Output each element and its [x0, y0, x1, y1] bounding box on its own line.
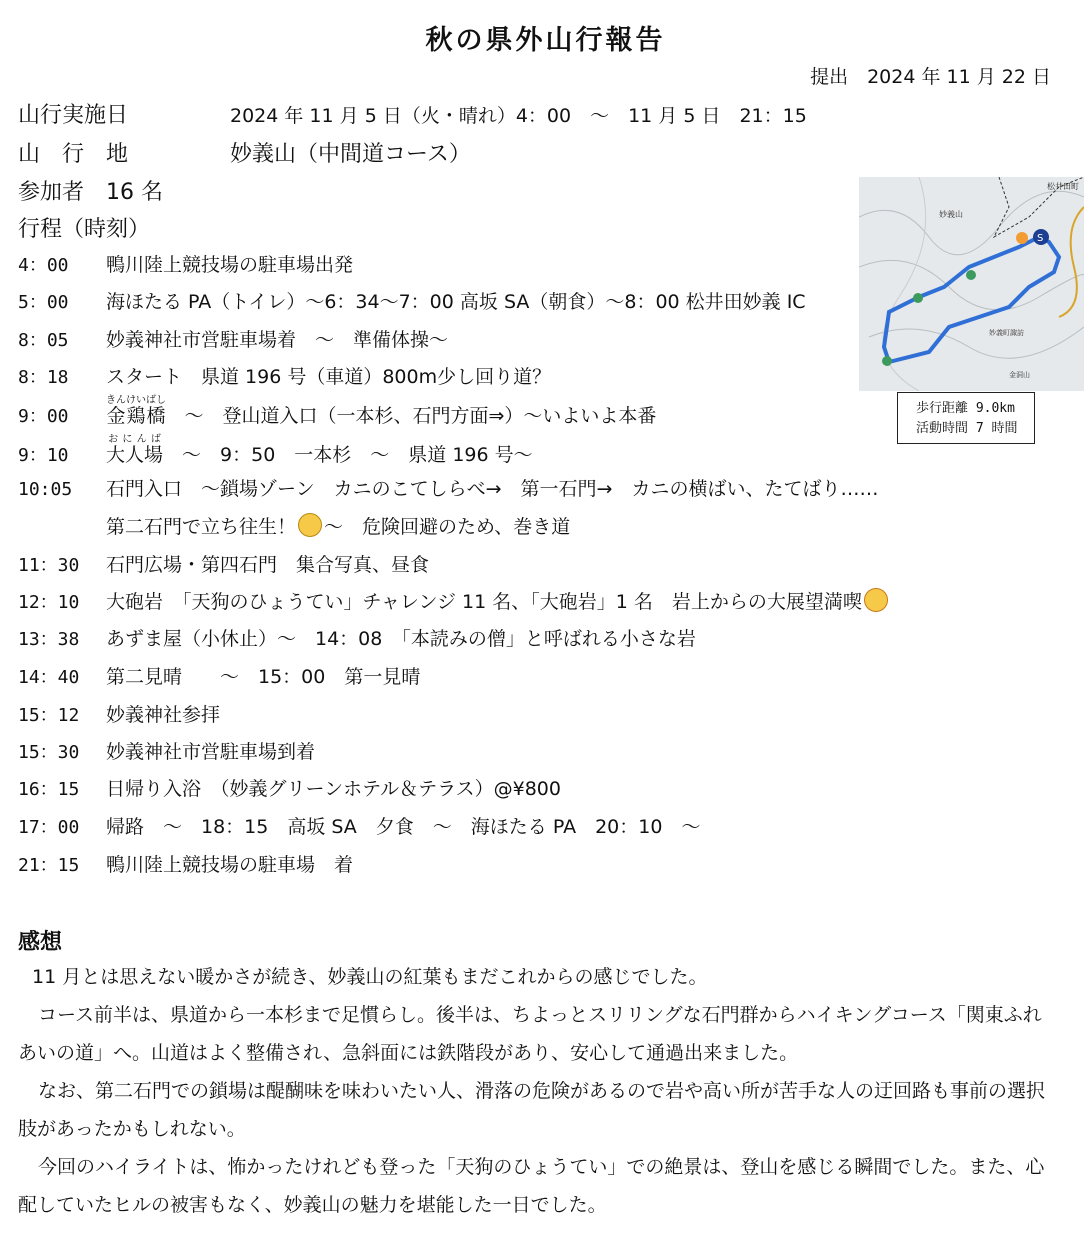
place-label: 山 行 地 — [18, 142, 129, 167]
svg-text:妙義山: 妙義山 — [939, 210, 963, 219]
schedule-row: 5：00 海ほたる PA（トイレ）～6：34～7：00 高坂 SA（朝食）～8：00 松井田妙義 IC — [18, 291, 806, 313]
impressions-paragraph: なお、第二石門での鎖場は醍醐味を味わいたい人、滑落の危険があるので岩や高い所が苦手な人の迂回路も事前の選択肢があったかもしれない。 — [18, 1080, 1046, 1140]
date-label: 山行実施日 — [18, 103, 129, 128]
schedule-row: 14：40 第二見晴 ～ 15：00 第一見晴 — [18, 666, 421, 688]
smiling-face-icon — [864, 588, 888, 612]
schedule-row: 8：05 妙義神社市営駐車場着 ～ 準備体操～ — [18, 329, 449, 351]
participants: 参加者 16 名 — [18, 180, 163, 205]
submission-date: 提出 2024 年 11 月 22 日 — [810, 66, 1051, 88]
schedule-heading: 行程（時刻） — [18, 217, 151, 242]
impressions-paragraph: 今回のハイライトは、怖かったけれども登った「天狗のひょうてい」での絶景は、登山を感じる瞬間でした。また、心配していたヒルの被害もなく、妙義山の魅力を堪能した一日でした。 — [18, 1156, 1045, 1216]
schedule-row-continued: 第二石門で立ち往生！ ～ 危険回避のため、巻き道 — [106, 512, 570, 539]
schedule-row: 16：15 日帰り入浴 （妙義グリーンホテル＆テラス）@¥800 — [18, 778, 561, 800]
schedule-row: 15：30 妙義神社市営駐車場到着 — [18, 741, 316, 763]
activity-time: 活動時間 7 時間 — [916, 421, 1018, 436]
place-row — [18, 137, 471, 168]
schedule-row: 12：10 大砲岩 「天狗のひょうてい」チャレンジ 11 名、「大砲岩」1 名 岩上からの大展望満喫 — [18, 587, 890, 614]
impressions-paragraph: 11 月とは思えない暖かさが続き、妙義山の紅葉もまだこれからの感じでした。 — [32, 966, 708, 988]
schedule-row: 4：00 鴨川陸上競技場の駐車場出発 — [18, 254, 354, 276]
date-value: 2024 年 11 月 5 日（火・晴れ）4：00 ～ 11 月 5 日 21：15 — [230, 105, 807, 127]
place-value: 妙義山（中間道コース） — [230, 142, 471, 167]
route-map — [859, 177, 1084, 391]
impressions-paragraph: コース前半は、県道から一本杉まで足慣らし。後半は、ちよっとスリリングな石門群からハイキングコース「関東ふれあいの道」へ。山道はよく整備され、急斜面には鉄階段があり、安心して通過出来ました。 — [18, 1004, 1042, 1064]
svg-text:妙義町諏訪: 妙義町諏訪 — [989, 329, 1024, 337]
date-row — [18, 98, 807, 129]
schedule-row: 15：12 妙義神社参拝 — [18, 704, 221, 726]
schedule-row: 21：15 鴨川陸上競技場の駐車場 着 — [18, 854, 354, 876]
schedule-row: 8：18 スタート 県道 196 号（車道）800m少し回り道？ — [18, 366, 552, 388]
schedule-row: 9：10 大人場おにんば ～ 9：50 一本杉 ～ 県道 196 号～ — [18, 434, 533, 466]
schedule-row: 13：38 あずま屋（小休止）～ 14：08 「本読みの僧」と呼ばれる小さな岩 — [18, 628, 696, 650]
schedule-row: 11：30 石門広場・第四石門 集合写真、昼食 — [18, 554, 430, 576]
svg-text:金洞山: 金洞山 — [1009, 371, 1030, 379]
schedule-row: 9：00 金鶏橋きんけいばし ～ 登山道入口（一本杉、石門方面⇒）～いよいよ本番 — [18, 395, 657, 427]
crying-face-icon — [298, 513, 322, 537]
schedule-row: 10:05 石門入口 ～鎖場ゾーン カニのこてしらべ→ 第一石門→ カニの横ばい、たてばり…… — [18, 478, 879, 500]
map-caption — [897, 392, 1035, 444]
impressions-heading: 感想 — [18, 930, 63, 955]
route-map-graphic — [859, 177, 1084, 391]
svg-text:松井田町: 松井田町 — [1047, 182, 1079, 191]
schedule-row: 17：00 帰路 ～ 18：15 高坂 SA 夕食 ～ 海ほたる PA 20：10 ～ — [18, 816, 701, 838]
walking-distance: 歩行距離 9.0km — [916, 401, 1015, 416]
start-marker: S — [1037, 233, 1044, 244]
page-title: 秋の県外山行報告 — [425, 25, 666, 56]
